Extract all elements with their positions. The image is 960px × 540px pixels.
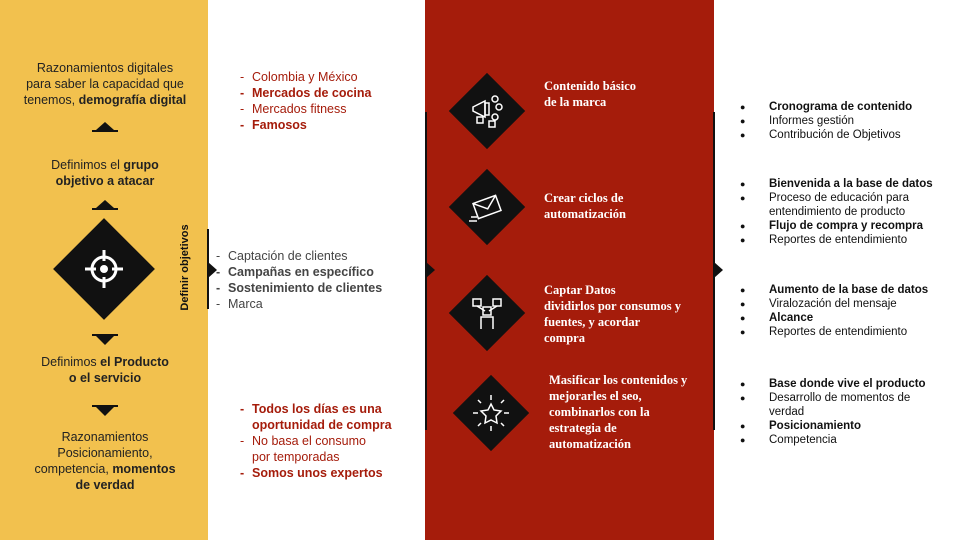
text-line: No basa el consumo: [252, 434, 366, 448]
right-arrow: [714, 262, 723, 278]
deliverables-list-1: [740, 100, 955, 142]
list-item: - Sostenimiento de clientes: [216, 280, 382, 296]
email-icon: [467, 187, 507, 227]
right-arrow: [426, 262, 435, 278]
text-line: Posicionamiento,: [57, 446, 153, 460]
text-line: tenemos,: [23, 93, 79, 107]
objectives-list: [216, 248, 382, 312]
list-item: - Marca: [216, 296, 382, 312]
text-line: para saber la capacidad que: [26, 77, 184, 91]
list-item: [240, 433, 392, 465]
demographic-reasoning-text: [10, 60, 200, 108]
list-item: ● Reportes de entendimiento: [740, 233, 955, 247]
text-line: automatización: [549, 437, 631, 451]
text-line: Proceso de educación para: [769, 192, 910, 204]
list-item: [740, 191, 955, 219]
text-line: Definimos el: [51, 158, 124, 172]
text-line: Todos los días es una: [252, 402, 382, 416]
text-line: oportunidad de compra: [252, 418, 392, 432]
star-burst-icon: [471, 393, 511, 433]
text-line: competencia,: [34, 462, 113, 476]
list-item: - Mercados fitness: [240, 101, 372, 117]
text-line: Captar Datos: [544, 283, 616, 297]
list-item: ● Cronograma de contenido: [740, 100, 955, 114]
separator-down-arrow: [92, 405, 118, 407]
text-line: verdad: [769, 406, 805, 418]
target-icon: [82, 247, 126, 291]
list-item: ● Alcance: [740, 311, 955, 325]
list-item: ● Aumento de la base de datos: [740, 283, 955, 297]
separator-down-arrow: [92, 334, 118, 336]
text-line: entendimiento de producto: [769, 206, 906, 218]
list-item: ● Flujo de compra y recompra: [740, 219, 955, 233]
list-item: - Somos unos expertos: [240, 465, 392, 481]
text-line: mejorarles el seo,: [549, 389, 642, 403]
step2-text: [544, 190, 712, 222]
list-item: ● Posicionamiento: [740, 419, 955, 433]
list-item: - Famosos: [240, 117, 372, 133]
text-line: Definimos: [41, 355, 101, 369]
list-item: ● Reportes de entendimiento: [740, 325, 955, 339]
list-item: - Mercados de cocina: [240, 85, 372, 101]
step4-text: [549, 372, 717, 452]
list-item: ● Contribución de Objetivos: [740, 128, 955, 142]
positioning-text: [10, 429, 200, 493]
text-bold: el Producto: [100, 355, 169, 369]
list-item: ● Base donde vive el producto: [740, 377, 955, 391]
text-bold: demografía digital: [78, 93, 187, 107]
separator-up-arrow: [92, 208, 118, 210]
deliverables-list-4: [740, 377, 955, 447]
text-line: dividirlos por consumos y: [544, 299, 681, 313]
text-bold: objetivo a atacar: [55, 174, 155, 188]
list-item: - Colombia y México: [240, 69, 372, 85]
text-line: estrategia de: [549, 421, 617, 435]
text-line: Razonamientos digitales: [36, 61, 174, 75]
text-line: fuentes, y acordar: [544, 315, 641, 329]
market-list: [240, 69, 372, 133]
megaphone-icon: [467, 91, 507, 131]
text-bold: o el servicio: [68, 371, 142, 385]
list-item: ● Informes gestión: [740, 114, 955, 128]
define-objectives-label: Definir objetivos: [179, 224, 191, 311]
value-list: [240, 401, 392, 481]
list-item: [240, 401, 392, 433]
list-item: - Campañas en específico: [216, 264, 382, 280]
text-line: por temporadas: [252, 450, 340, 464]
text-bold: momentos: [112, 462, 176, 476]
text-bold: de verdad: [75, 478, 135, 492]
text-line: Contenido básico: [544, 79, 637, 93]
list-item: ● Competencia: [740, 433, 955, 447]
separator-up-arrow: [92, 130, 118, 132]
text-line: Masificar los contenidos y: [549, 373, 688, 387]
target-group-text: [10, 157, 200, 189]
list-item: ● Viralozación del mensaje: [740, 297, 955, 311]
data-hand-icon: [467, 293, 507, 333]
list-item: [740, 391, 955, 419]
text-line: Razonamientos: [61, 430, 149, 444]
text-line: de la marca: [544, 95, 607, 109]
list-item: - Captación de clientes: [216, 248, 382, 264]
deliverables-list-3: [740, 283, 955, 339]
text-bold: grupo: [123, 158, 159, 172]
text-line: Desarrollo de momentos de: [769, 392, 911, 404]
step3-text: [544, 282, 712, 346]
step1-text: [544, 78, 712, 110]
deliverables-list-2: [740, 177, 955, 247]
product-text: [10, 354, 200, 386]
text-line: Crear ciclos de: [544, 191, 624, 205]
text-line: compra: [544, 331, 585, 345]
list-item: ● Bienvenida a la base de datos: [740, 177, 955, 191]
text-line: automatización: [544, 207, 626, 221]
text-line: combinarlos con la: [549, 405, 650, 419]
